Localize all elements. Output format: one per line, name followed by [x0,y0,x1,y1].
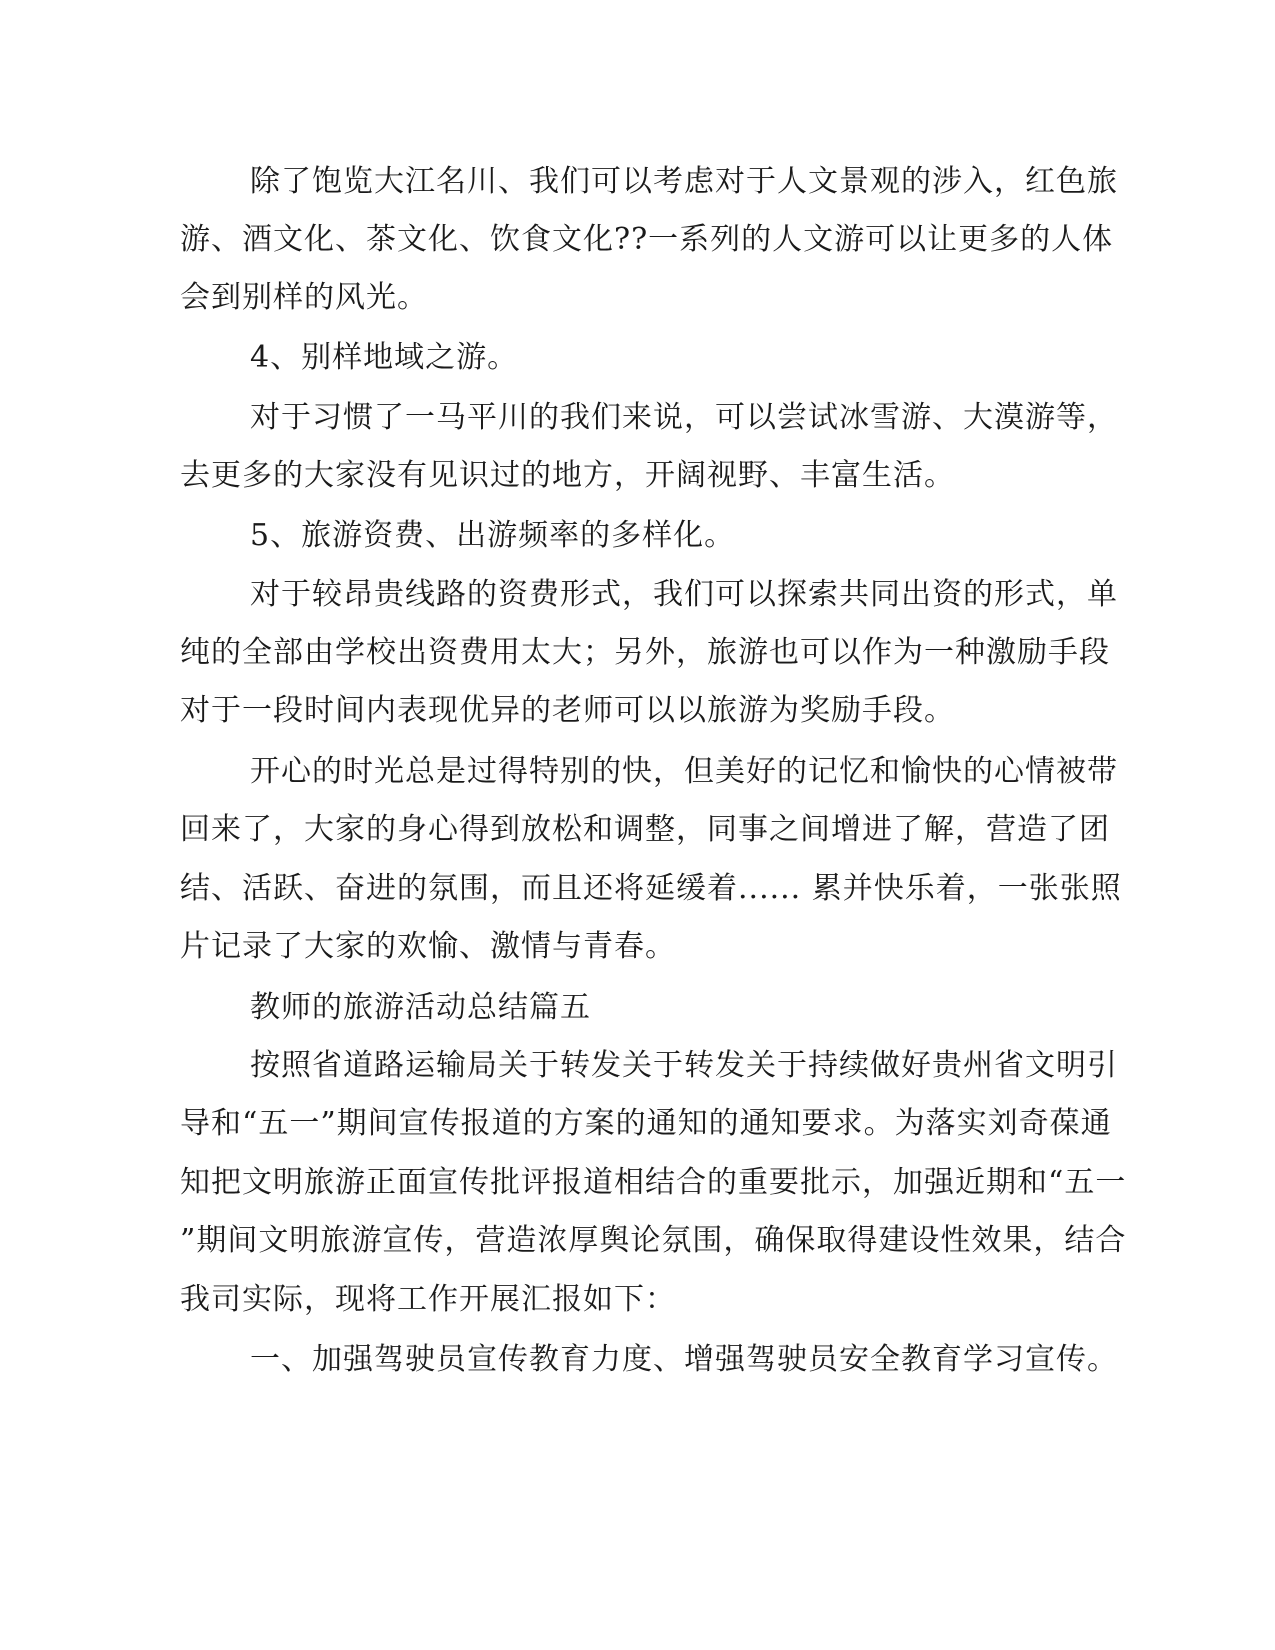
text-line: 开心的时光总是过得特别的快，但美好的记忆和愉快的心情被带 [250,754,1118,789]
text-line: 去更多的大家没有见识过的地方，开阔视野、丰富生活。 [180,458,955,493]
text-line: 我司实际，现将工作开展汇报如下： [180,1282,676,1317]
text-line: 游、酒文化、茶文化、饮食文化??一系列的人文游可以让更多的人体 [180,222,1114,257]
text-line: 导和“五一”期间宣传报道的方案的通知的通知要求。为落实刘奇葆通 [180,1106,1112,1141]
text-line: 对于一段时间内表现优异的老师可以以旅游为奖励手段。 [180,693,955,728]
heading-item-5: 5、旅游资费、出游频率的多样化。 [250,518,736,553]
text-line: 对于习惯了一马平川的我们来说，可以尝试冰雪游、大漠游等， [250,400,1118,435]
text-line: 纯的全部由学校出资费用太大；另外，旅游也可以作为一种激励手段 [180,635,1110,670]
text-line: 对于较昂贵线路的资费形式，我们可以探索共同出资的形式，单 [250,577,1118,612]
text-line: 结、活跃、奋进的氛围，而且还将延缓着...... 累并快乐着，一张张照 [180,871,1122,906]
text-line: 回来了，大家的身心得到放松和调整，同事之间增进了解，营造了团 [180,812,1110,847]
heading-item-4: 4、别样地域之游。 [250,340,519,375]
text-line: 知把文明旅游正面宣传批评报道相结合的重要批示，加强近期和“五一 [180,1165,1127,1200]
text-line: ”期间文明旅游宣传，营造浓厚舆论氛围，确保取得建设性效果，结合 [180,1223,1127,1258]
section-title: 教师的旅游活动总结篇五 [250,990,591,1025]
text-line: 片记录了大家的欢愉、激情与青春。 [180,929,676,964]
text-line: 一、加强驾驶员宣传教育力度、增强驾驶员安全教育学习宣传。 [250,1342,1118,1377]
text-line: 会到别样的风光。 [180,280,428,315]
text-line: 除了饱览大江名川、我们可以考虑对于人文景观的涉入，红色旅 [250,164,1118,199]
text-line: 按照省道路运输局关于转发关于转发关于持续做好贵州省文明引 [250,1048,1118,1083]
